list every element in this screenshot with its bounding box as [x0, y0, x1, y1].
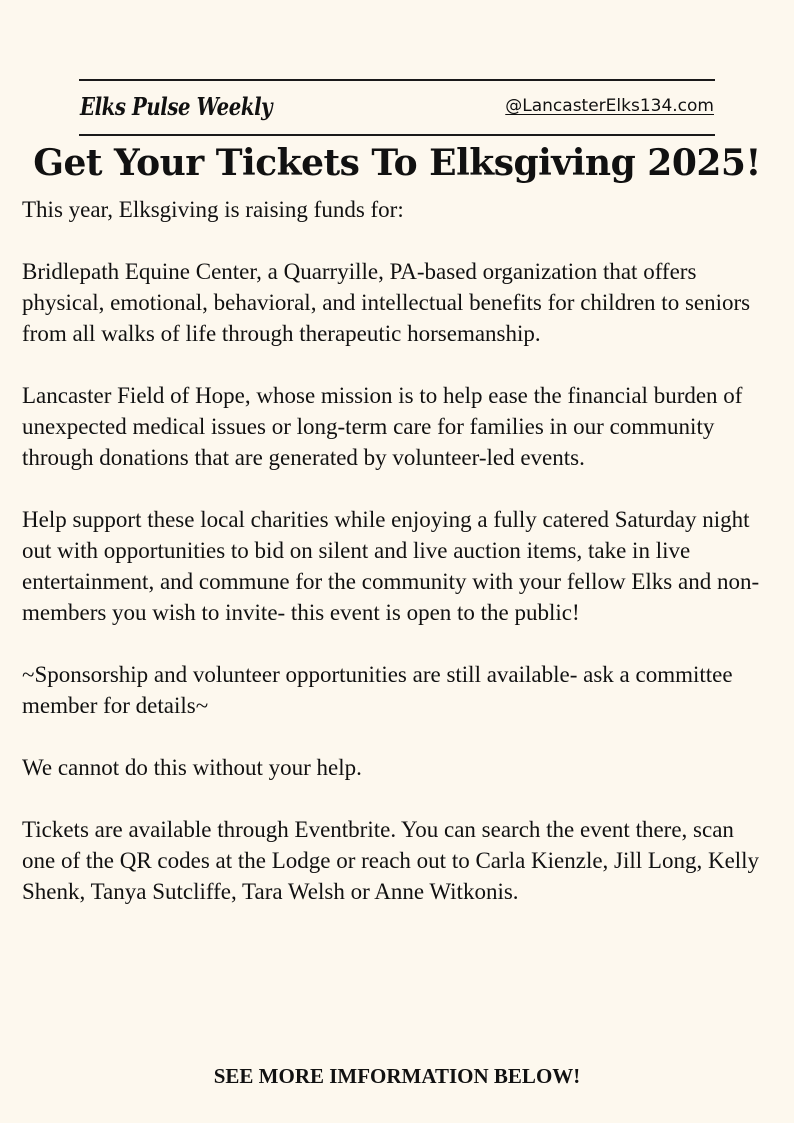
help-paragraph: We cannot do this without your help.: [22, 755, 362, 780]
see-more-note: SEE MORE IMFORMATION BELOW!: [213, 1064, 581, 1088]
field-of-hope-paragraph: Lancaster Field of Hope, whose mission is to help ease the financial burden of unexpected medical issues or long-term care for families in our community through donations that are generated by volunteer-led events.: [22, 383, 743, 470]
bridlepath-paragraph: Bridlepath Equine Center, a Quarryille, PA-based organization that offers physical, emotional, behavioral, and intellectual benefits for children to seniors from all walks of life through therapeutic horsemanship.: [22, 259, 751, 346]
masthead-bottom-rule: [79, 134, 715, 136]
intro-paragraph: This year, Elksgiving is raising funds for:: [22, 197, 404, 222]
publication-name: Elks Pulse Weekly: [80, 92, 273, 121]
article-body: [22, 194, 772, 907]
masthead-top-rule: [79, 79, 715, 81]
event-details-paragraph: Help support these local charities while enjoying a fully catered Saturday night out with opportunities to bid on silent and live auction items, take in live entertainment, and commune for the community with your fellow Elks and non-members you wish to invite- this event is open to the public!: [22, 507, 760, 625]
page-title: Get Your Tickets To Elksgiving 2025!: [33, 142, 761, 184]
sponsorship-paragraph: ~Sponsorship and volunteer opportunities are still available- ask a committee member for details~: [22, 662, 733, 718]
website-link[interactable]: @LancasterElks134.com: [505, 96, 714, 116]
tickets-paragraph: Tickets are available through Eventbrite. You can search the event there, scan one of the QR codes at the Lodge or reach out to Carla Kienzle, Jill Long, Kelly Shenk, Tanya Sutcliffe, Tara Welsh or Anne Witkonis.: [22, 817, 760, 904]
